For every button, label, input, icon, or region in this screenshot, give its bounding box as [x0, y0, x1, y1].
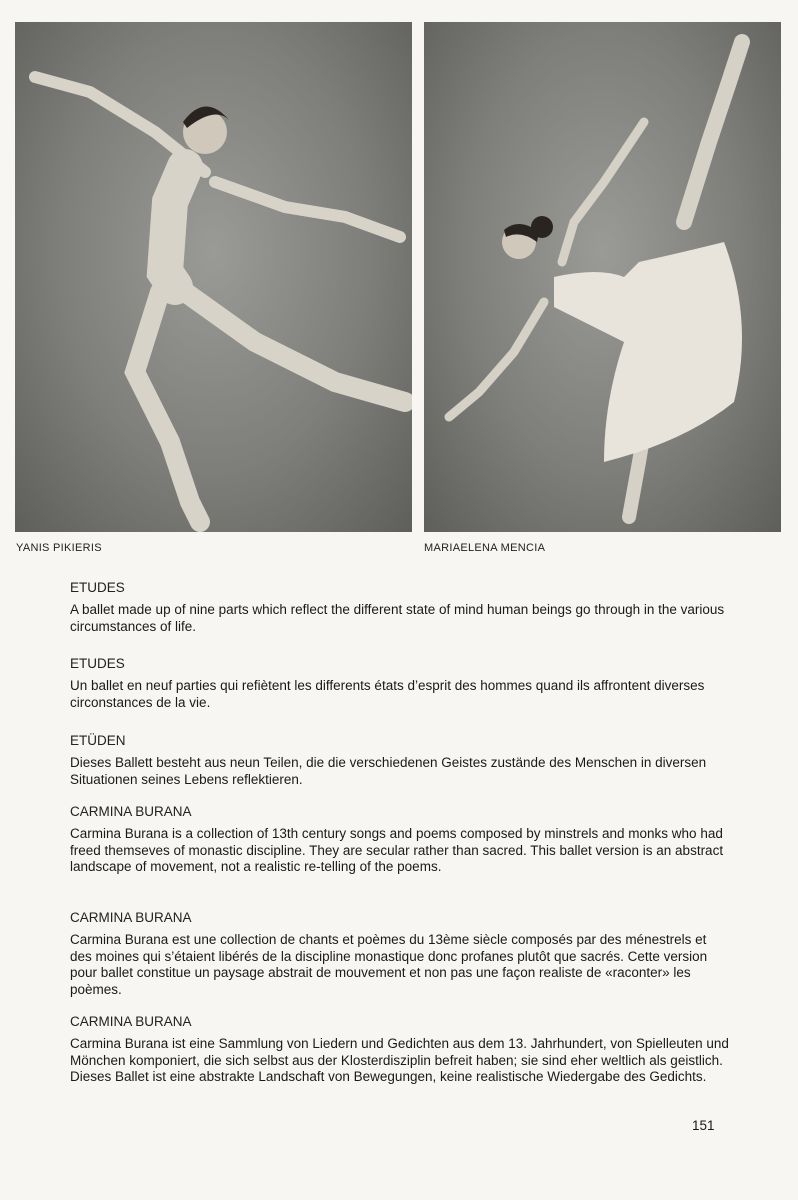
- section-text: Dieses Ballett besteht aus neun Teilen, die die verschiedenen Geistes zustände des Menschen in diversen Situationen seines Lebens reflektieren.: [70, 755, 707, 787]
- section-text: A ballet made up of nine parts which reflect the different state of mind human beings go through in the various circumstances of life.: [70, 602, 725, 634]
- section-text: Un ballet en neuf parties qui refiètent les differents états d’esprit des hommes quand ils affrontent diverses circonstances de la vie.: [70, 678, 705, 710]
- section-text: Carmina Burana est une collection de chants et poèmes du 13ème siècle composés par des ménestrels et des moines qui s’étaient libérés de la discipline monastique donc profanes plutôt que sacrés. Cette version pour ballet constitue un paysage abstrait de mouvement et non pas une façon realiste de «raconter» les poèmes.: [70, 932, 708, 997]
- section-carmina-french: [70, 910, 730, 998]
- section-heading: CARMINA BURANA: [70, 804, 192, 819]
- section-etueden-german: [70, 733, 730, 788]
- section-carmina-german: [70, 1014, 730, 1086]
- caption-right: MARIAELENA MENCIA: [424, 542, 546, 554]
- section-carmina-english: [70, 804, 730, 876]
- section-etudes-french: [70, 656, 730, 711]
- male-dancer-illustration: [15, 22, 412, 532]
- section-heading: ETÜDEN: [70, 733, 126, 748]
- section-heading: CARMINA BURANA: [70, 1014, 192, 1029]
- section-etudes-english: [70, 580, 730, 635]
- section-heading: CARMINA BURANA: [70, 910, 192, 925]
- section-text: Carmina Burana is a collection of 13th century songs and poems composed by minstrels and monks who had freed themseves of monastic discipline. They are secular rather than sacred. This ballet version is an abstract landscape of movement, not a realistic re-telling of the poems.: [70, 826, 724, 874]
- section-heading: ETUDES: [70, 580, 125, 595]
- photo-female-dancer: [424, 22, 781, 532]
- photo-male-dancer: [15, 22, 412, 532]
- section-heading: ETUDES: [70, 656, 125, 671]
- section-text: Carmina Burana ist eine Sammlung von Liedern und Gedichten aus dem 13. Jahrhundert, von Spielleuten und Mönchen komponiert, die sich selbst aus der Klosterdisziplin befreit haben; sie sind eher weltlich als geistlich. Dieses Ballet ist eine abstrakte Landschaft von Bewegungen, keine realistische Wiedergabe des Gedichts.: [70, 1036, 729, 1084]
- caption-left: YANIS PIKIERIS: [16, 542, 102, 554]
- page-number: 151: [692, 1118, 715, 1133]
- female-dancer-illustration: [424, 22, 781, 532]
